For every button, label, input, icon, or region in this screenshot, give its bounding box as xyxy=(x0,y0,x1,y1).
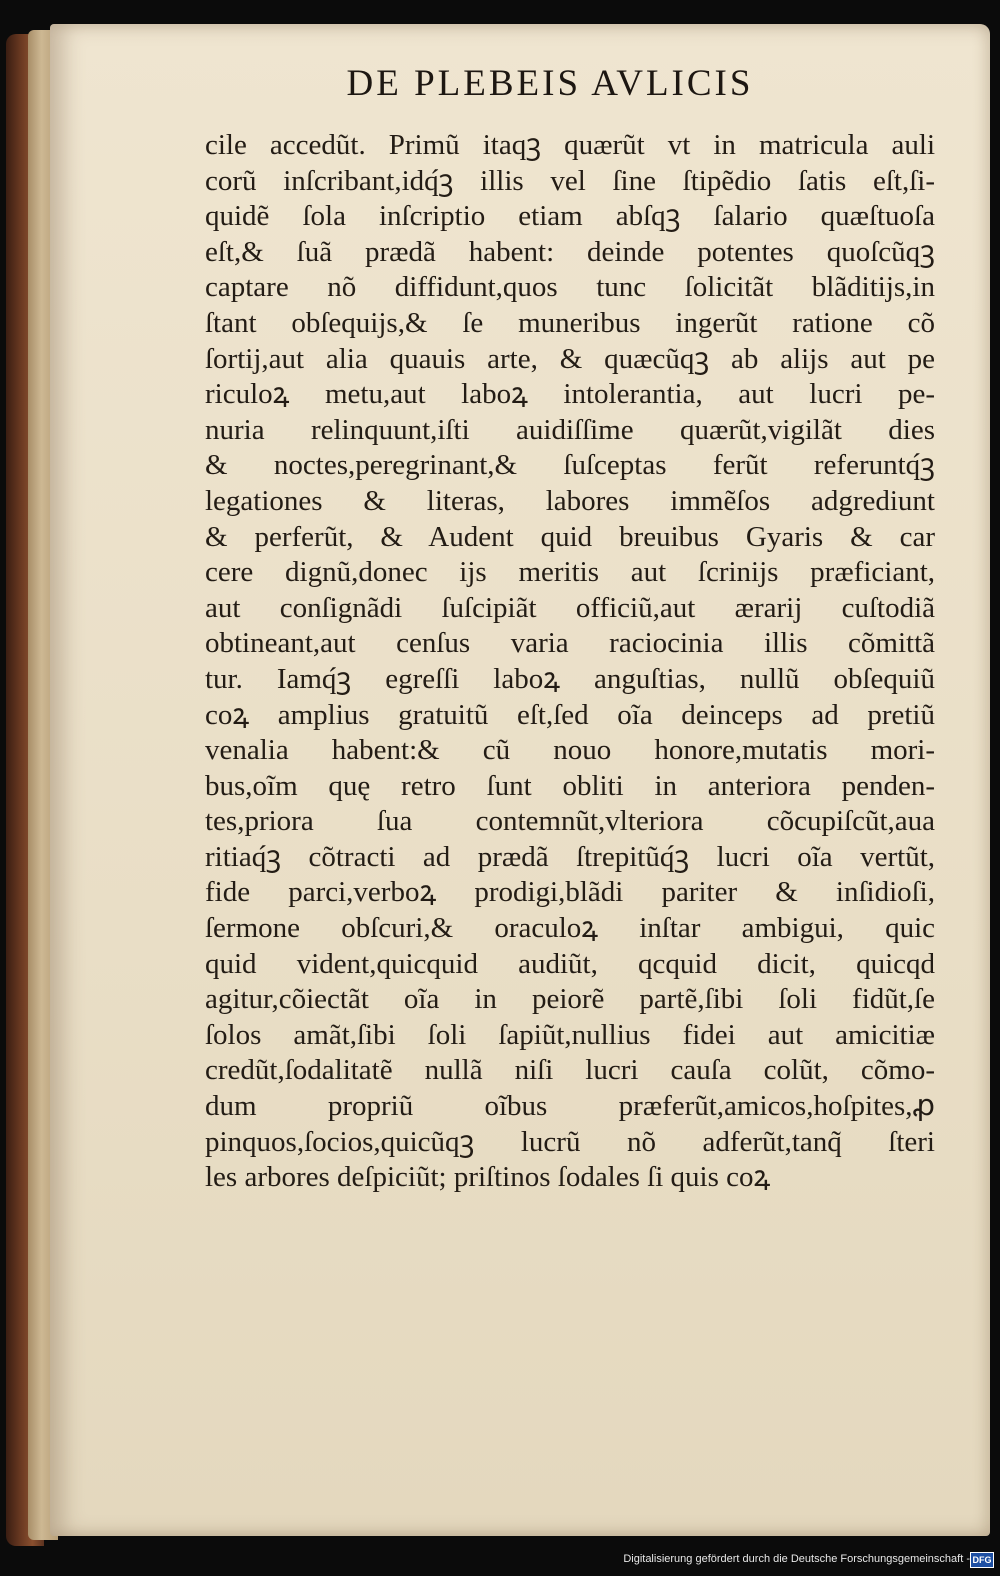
text-line: riculoꝝ metu,aut laboꝝ intolerantia, aut lucri pe- xyxy=(205,378,935,411)
text-line: quidẽ ſola inſcriptio etiam abſqꝫ ſalario quæſtuoſa xyxy=(205,200,935,233)
body-text xyxy=(205,128,935,1196)
text-line: pinquos,ſocios,quicũqꝫ lucrũ nõ adferũt,tanq̃ ſteri xyxy=(205,1125,935,1158)
text-line: cere dignũ,donec ijs meritis aut ſcrinijs præficiant, xyxy=(205,556,935,589)
text-line: nuria relinquunt,iſti auidiſſime quærũt,vigilãt dies xyxy=(205,413,935,446)
text-line: captare nõ diffidunt,quos tunc ſolicitãt blãditijs,in xyxy=(205,271,935,304)
text-line: & perferũt, & Audent quid breuibus Gyaris & car xyxy=(205,520,935,553)
text-line: corũ inſcribant,idq́ꝫ illis vel ſine ſtipẽdio ſatis eſt,ſi- xyxy=(205,164,935,197)
text-line: venalia habent:& cũ nouo honore,mutatis mori- xyxy=(205,734,935,767)
text-line: coꝝ amplius gratuitũ eſt,ſed oĩa deinceps ad pretiũ xyxy=(205,698,935,731)
text-line: legationes & literas, labores immẽſos adgrediunt xyxy=(205,484,935,517)
text-line: eſt,& ſuã prædã habent: deinde potentes quoſcũqꝫ xyxy=(205,235,935,268)
text-line: les arbores deſpiciũt; priſtinos ſodales ſi quis coꝝ xyxy=(205,1161,771,1194)
text-line: aut conſignãdi ſuſcipiãt officiũ,aut ærarij cuſtodiã xyxy=(205,591,935,624)
text-line: agitur,cõiectãt oĩa in peiorẽ partẽ,ſibi ſoli fidũt,ſe xyxy=(205,983,935,1016)
text-line: ſermone obſcuri,& oraculoꝝ inſtar ambigui, quic xyxy=(205,912,935,945)
text-line: obtineant,aut cenſus varia raciocinia illis cõmittã xyxy=(205,627,935,660)
text-line: ſtant obſequijs,& ſe muneribus ingerũt ratione cõ xyxy=(205,306,935,339)
text-line: fide parci,verboꝝ prodigi,blãdi pariter & inſidioſi, xyxy=(205,876,935,909)
digitization-credit: Digitalisierung gefördert durch die Deutsche Forschungsgemeinschaft - xyxy=(623,1553,970,1565)
text-line: dum propriũ oĩbus præferũt,amicos,hoſpites,ꝓ xyxy=(205,1090,935,1123)
dfg-logo: DFG xyxy=(970,1552,994,1568)
text-line: & noctes,peregrinant,& ſuſceptas ferũt referuntq́ꝫ xyxy=(205,449,935,482)
text-line: tes,priora ſua contemnũt,vlteriora cõcupiſcũt,aua xyxy=(205,805,935,838)
text-line: quid vident,quicquid audiũt, qcquid dicit, quicqd xyxy=(205,947,935,980)
text-line: credũt,ſodalitatẽ nullã niſi lucri cauſa colũt, cõmo- xyxy=(205,1054,935,1087)
text-line: ſortij,aut alia quauis arte, & quæcũqꝫ ab alijs aut pe xyxy=(205,342,935,375)
text-line: ſolos amãt,ſibi ſoli ſapiũt,nullius fidei aut amicitiæ xyxy=(205,1018,935,1051)
text-line: bus,oĩm quę retro ſunt obliti in anteriora penden- xyxy=(205,769,935,802)
running-head: DE PLEBEIS AVLICIS xyxy=(346,63,754,104)
text-line: cile accedũt. Primũ itaqꝫ quærũt vt in matricula auli xyxy=(205,129,935,161)
text-line: tur. Iamq́ꝫ egreſſi laboꝝ anguſtias, nullũ obſequiũ xyxy=(205,662,935,695)
text-line: ritiaq́ꝫ cõtracti ad prædã ſtrepitũq́ꝫ lucri oĩa vertũt, xyxy=(205,840,935,873)
